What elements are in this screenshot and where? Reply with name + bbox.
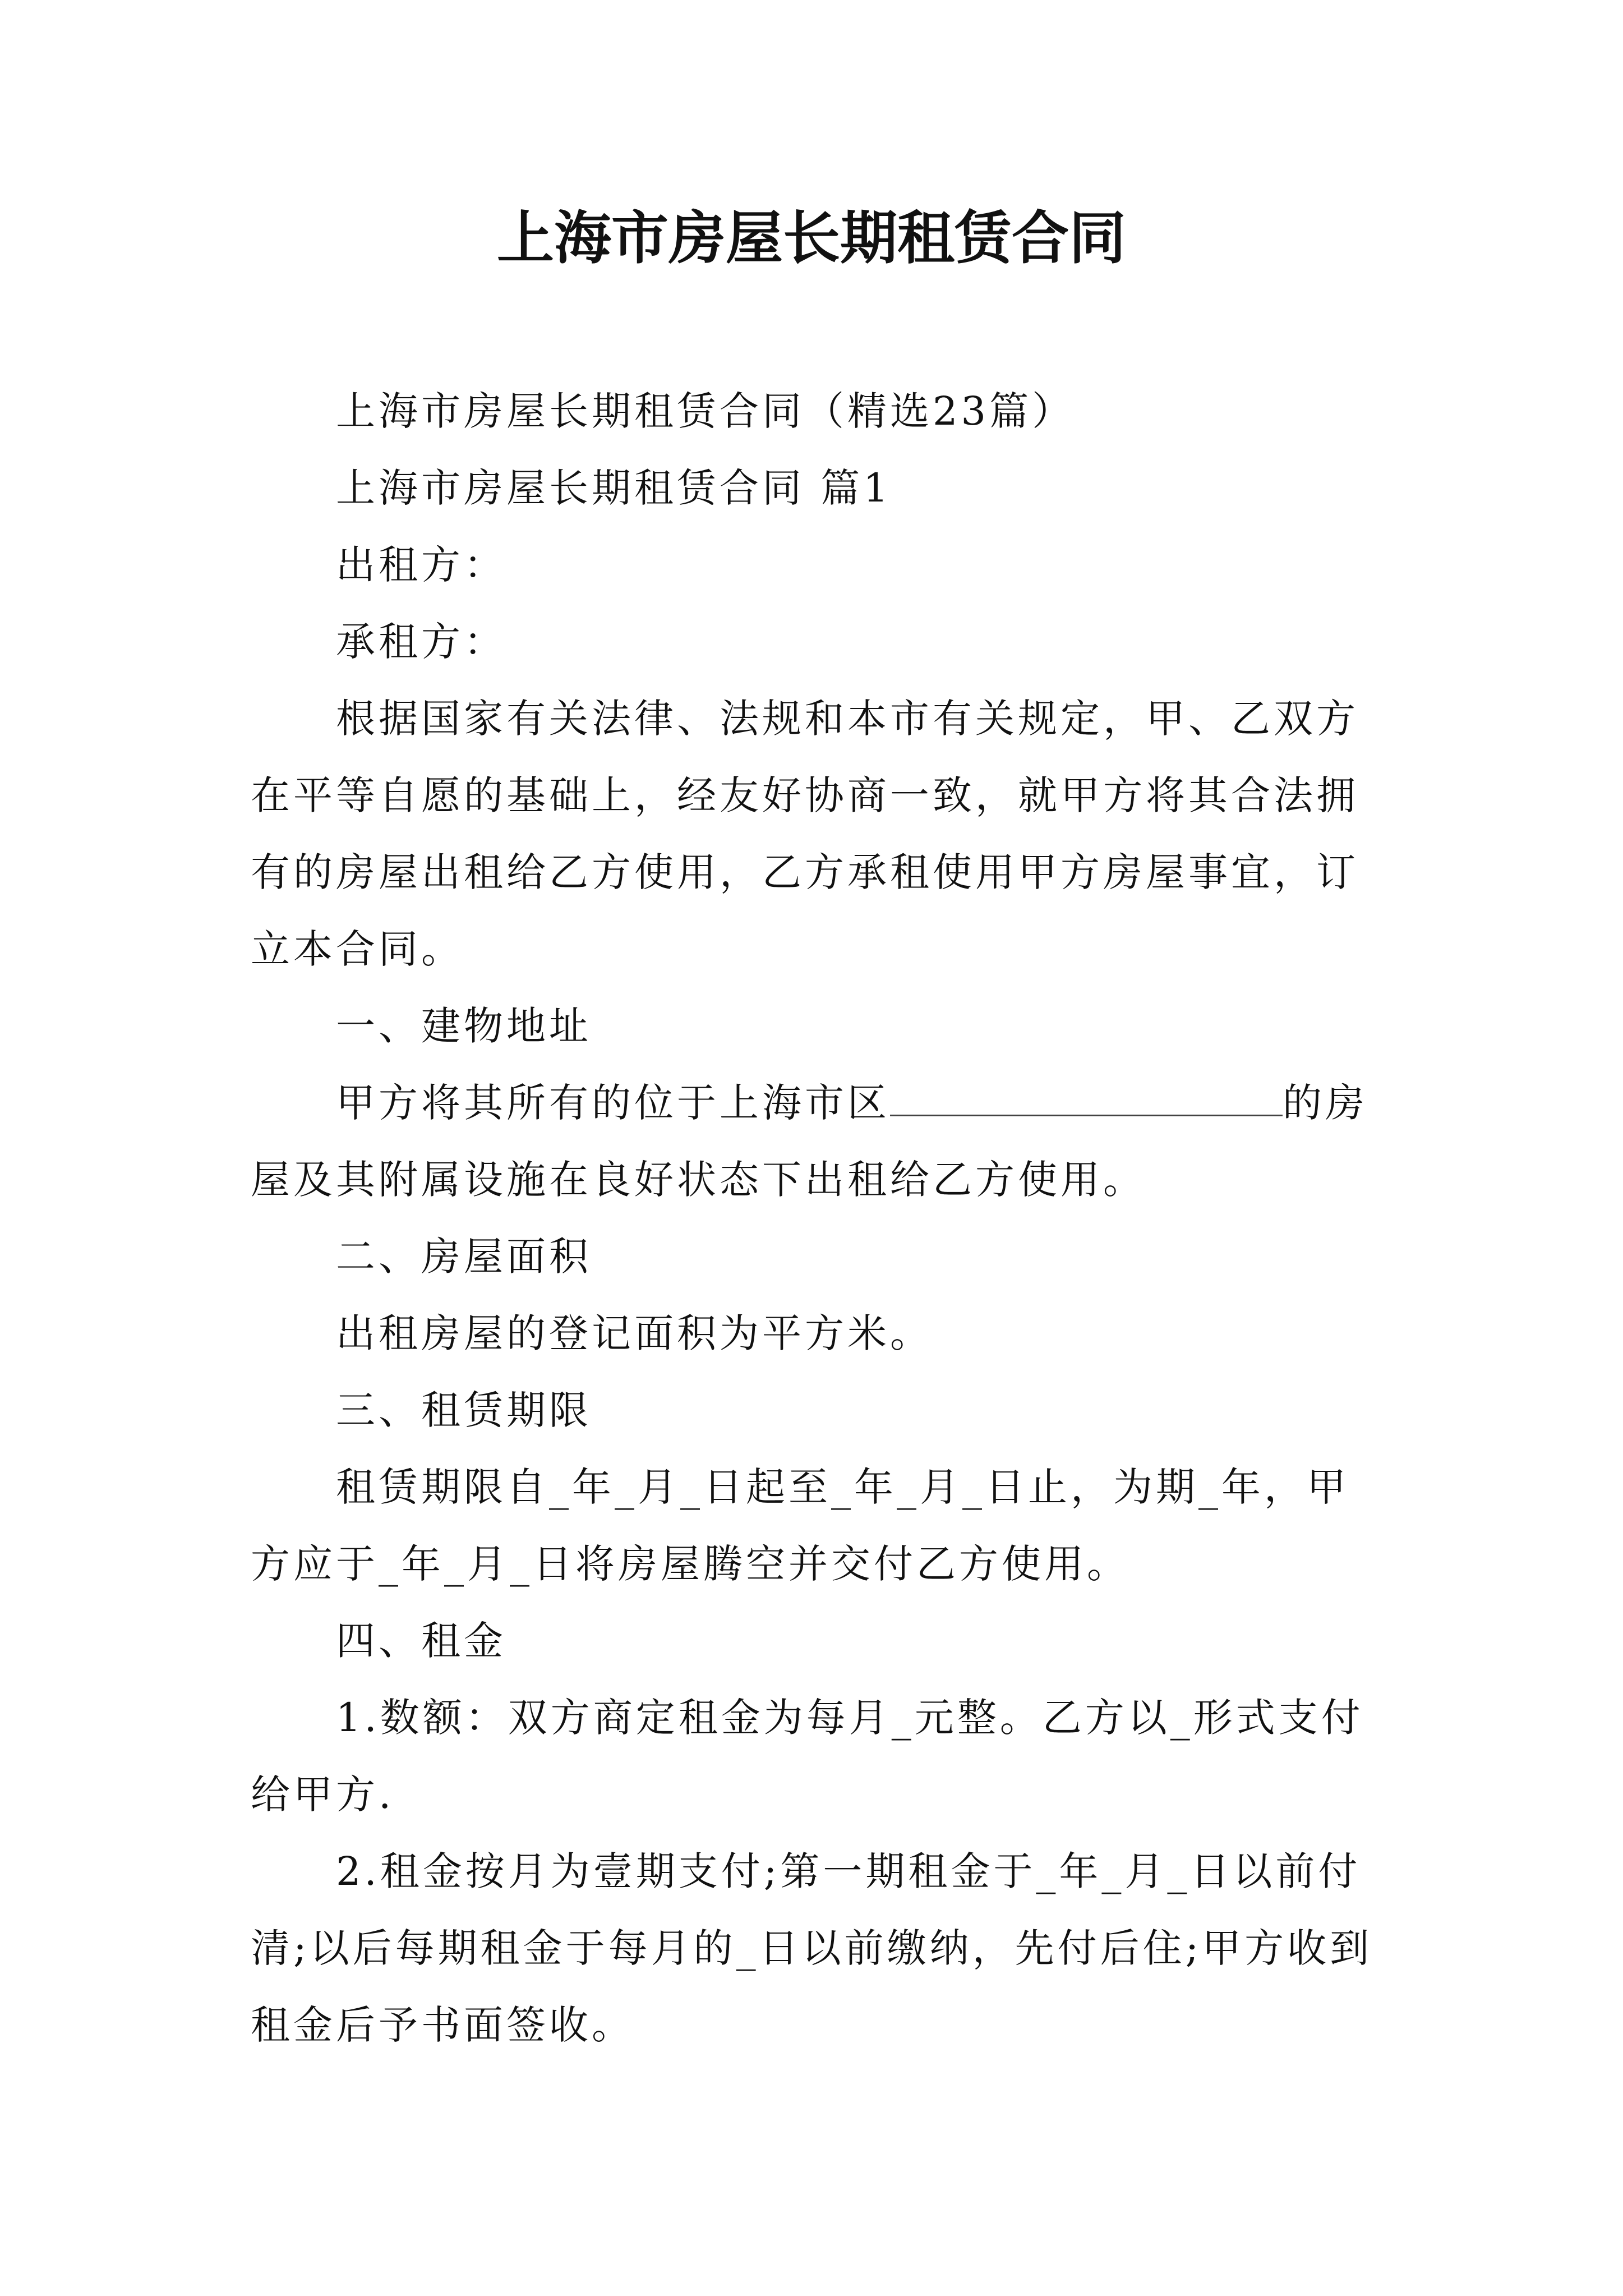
paragraph-subtitle: 上海市房屋长期租赁合同（精选23篇） (336, 388, 1075, 434)
paragraph-lessee: 承租方： (336, 619, 506, 665)
clause-heading-address: 一、建物地址 (336, 1003, 592, 1049)
clause-heading-area: 二、房屋面积 (336, 1234, 592, 1280)
paragraph-area: 出租房屋的登记面积为平方米。 (336, 1310, 933, 1356)
document-body (251, 373, 1386, 2064)
paragraph-term: 租赁期限自_年_月_日起至_年_月_日止，为期_年，甲方应于_年_月_日将房屋腾空并交付乙方使用。 (251, 1464, 1349, 1587)
paragraph-rent-amount: 1.数额：双方商定租金为每月_元整。乙方以_形式支付给甲方. (251, 1695, 1364, 1818)
address-text-after: 的房屋及其附属设施在良好状态下出租给乙方使用。 (251, 1080, 1368, 1203)
clause-heading-rent: 四、租金 (336, 1618, 506, 1664)
address-text-before: 甲方将其所有的位于上海市区 (336, 1080, 890, 1126)
document-title: 上海市房屋长期租赁合同 (497, 205, 1126, 272)
paragraph-address (251, 1065, 1386, 1218)
paragraph-rent-payment: 2.租金按月为壹期支付;第一期租金于_年_月_日以前付清;以后每期租金于每月的_日以前缴纳，先付后住;甲方收到租金后予书面签收。 (251, 1848, 1373, 2048)
paragraph-lessor: 出租方： (336, 542, 506, 588)
address-blank-line (890, 1070, 1283, 1116)
clause-heading-term: 三、租赁期限 (336, 1387, 592, 1433)
paragraph-section-heading: 上海市房屋长期租赁合同 篇1 (336, 465, 892, 511)
paragraph-preamble: 根据国家有关法律、法规和本市有关规定，甲、乙双方在平等自愿的基础上，经友好协商一致，就甲方将其合法拥有的房屋出租给乙方使用，乙方承租使用甲方房屋事宜，订立本合同。 (251, 696, 1359, 972)
